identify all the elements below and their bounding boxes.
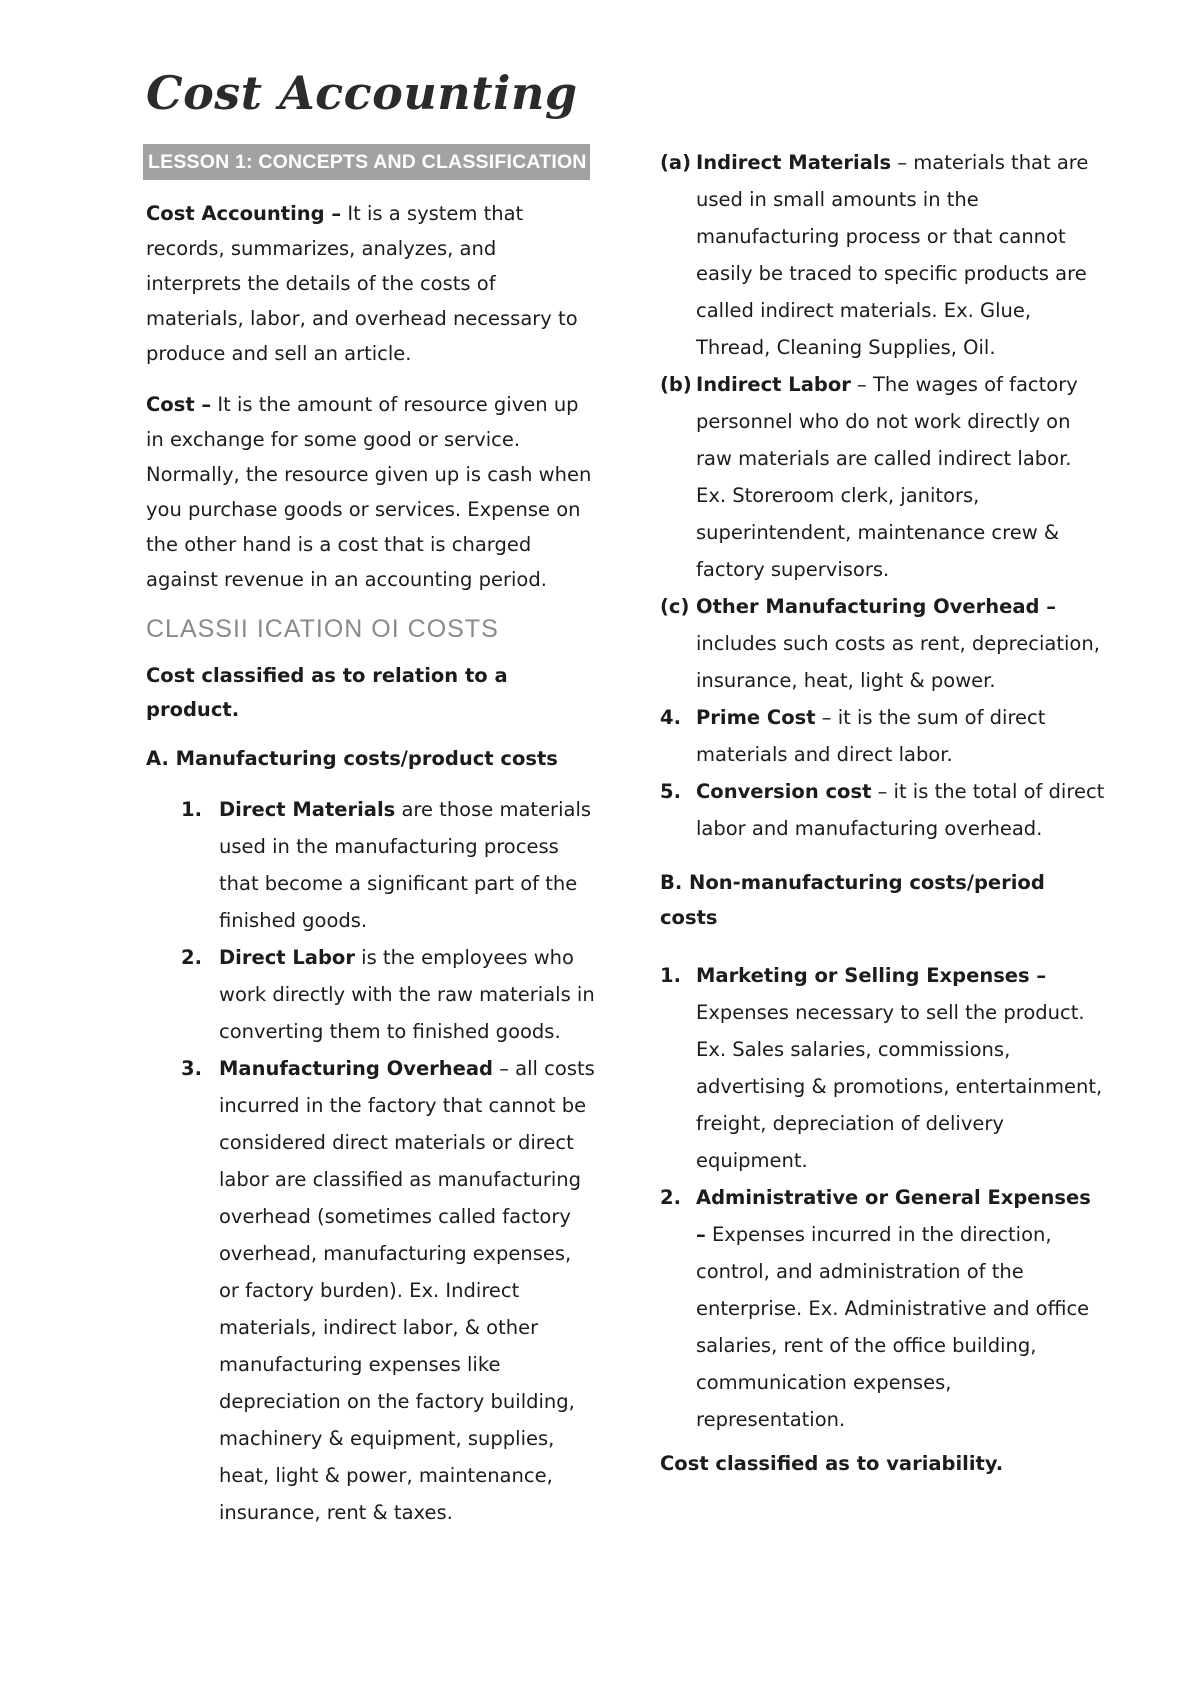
- right-column: [660, 144, 1105, 1481]
- list-item: [660, 144, 1105, 366]
- non-manufacturing-heading: B. Non-manufacturing costs/period costs: [660, 871, 1045, 929]
- definition-cost-accounting: [146, 196, 596, 371]
- item-term: Manufacturing Overhead: [219, 1057, 494, 1080]
- item-term: Prime Cost: [696, 706, 816, 729]
- item-text: – it is the total of direct labor and manufacturing overhead.: [696, 780, 1105, 840]
- item-number: (b): [660, 373, 692, 396]
- item-number: 2.: [660, 1186, 681, 1209]
- item-number: (a): [660, 151, 691, 174]
- definition-term: Cost –: [146, 393, 212, 416]
- list-item: [660, 588, 1105, 699]
- item-text: – it is the sum of direct materials and direct labor.: [696, 706, 1046, 766]
- item-term: Conversion cost: [696, 780, 872, 803]
- item-term: Marketing or Selling Expenses –: [696, 964, 1047, 987]
- item-term: Direct Labor: [219, 946, 355, 969]
- list-item: [146, 939, 596, 1050]
- list-item: [146, 1050, 596, 1531]
- item-text: – all costs incurred in the factory that cannot be considered direct materials or direct labor are classified as manufacturing overhead (sometimes called factory overhead, manufacturing expenses, or factory burden). Ex. Indirect materials, indirect labor, & other manufacturing expenses like depreciation on the factory building, machinery & equipment, supplies, heat, light & power, maintenance, insurance, rent & taxes.: [219, 1057, 595, 1524]
- item-term: Other Manufacturing Overhead –: [696, 595, 1056, 618]
- item-number: 2.: [181, 946, 202, 969]
- list-item: [660, 957, 1105, 1179]
- list-item: [660, 773, 1105, 847]
- list-item: [660, 366, 1105, 588]
- item-number: 4.: [660, 706, 681, 729]
- definition-cost: [146, 387, 596, 597]
- page-title: Cost Accounting: [146, 66, 578, 120]
- item-term: Indirect Labor: [696, 373, 851, 396]
- variability-heading: Cost classified as to variability.: [660, 1452, 1004, 1475]
- definition-term: Cost Accounting –: [146, 202, 342, 225]
- relation-heading: Cost classified as to relation to a product.: [146, 664, 508, 721]
- list-item: [146, 791, 596, 939]
- list-item: [660, 699, 1105, 773]
- item-text: is the employees who work directly with the raw materials in converting them to finished goods.: [219, 946, 595, 1043]
- list-item: [660, 1179, 1105, 1438]
- item-text: includes such costs as rent, depreciation, insurance, heat, light & power.: [696, 632, 1100, 692]
- lesson-heading-bar: LESSON 1: CONCEPTS AND CLASSIFICATION: [143, 144, 590, 180]
- item-term: Administrative or General Expenses –: [696, 1186, 1091, 1246]
- item-text: are those materials used in the manufacturing process that become a significant part of the finished goods.: [219, 798, 592, 932]
- item-text: – materials that are used in small amounts in the manufacturing process or that cannot easily be traced to specific products are called indirect materials. Ex. Glue, Thread, Cleaning Supplies, Oil.: [696, 151, 1089, 359]
- item-number: 3.: [181, 1057, 202, 1080]
- item-number: (c): [660, 595, 690, 618]
- left-column: [146, 196, 596, 1531]
- item-number: 5.: [660, 780, 681, 803]
- item-term: Indirect Materials: [696, 151, 892, 174]
- classification-heading: CLASSII ICATION OI COSTS: [146, 615, 499, 643]
- item-text: Expenses incurred in the direction, control, and administration of the enterprise. Ex. Administrative and office salaries, rent of the office building, communication expenses, representation.: [696, 1223, 1090, 1431]
- manufacturing-heading: A. Manufacturing costs/product costs: [146, 747, 558, 770]
- item-number: 1.: [181, 798, 202, 821]
- definition-text: It is the amount of resource given up in exchange for some good or service. Normally, the resource given up is cash when you purchase goods or services. Expense on the other hand is a cost that is charged against revenue in an accounting period.: [146, 393, 592, 591]
- item-term: Direct Materials: [219, 798, 396, 821]
- item-text: – The wages of factory personnel who do not work directly on raw materials are called indirect labor. Ex. Storeroom clerk, janitors, superintendent, maintenance crew & factory supervisors.: [696, 373, 1078, 581]
- item-text: Expenses necessary to sell the product. Ex. Sales salaries, commissions, advertising & promotions, entertainment, freight, depreciation of delivery equipment.: [696, 1001, 1103, 1172]
- definition-text: It is a system that records, summarizes, analyzes, and interprets the details of the costs of materials, labor, and overhead necessary to produce and sell an article.: [146, 202, 578, 365]
- item-number: 1.: [660, 964, 681, 987]
